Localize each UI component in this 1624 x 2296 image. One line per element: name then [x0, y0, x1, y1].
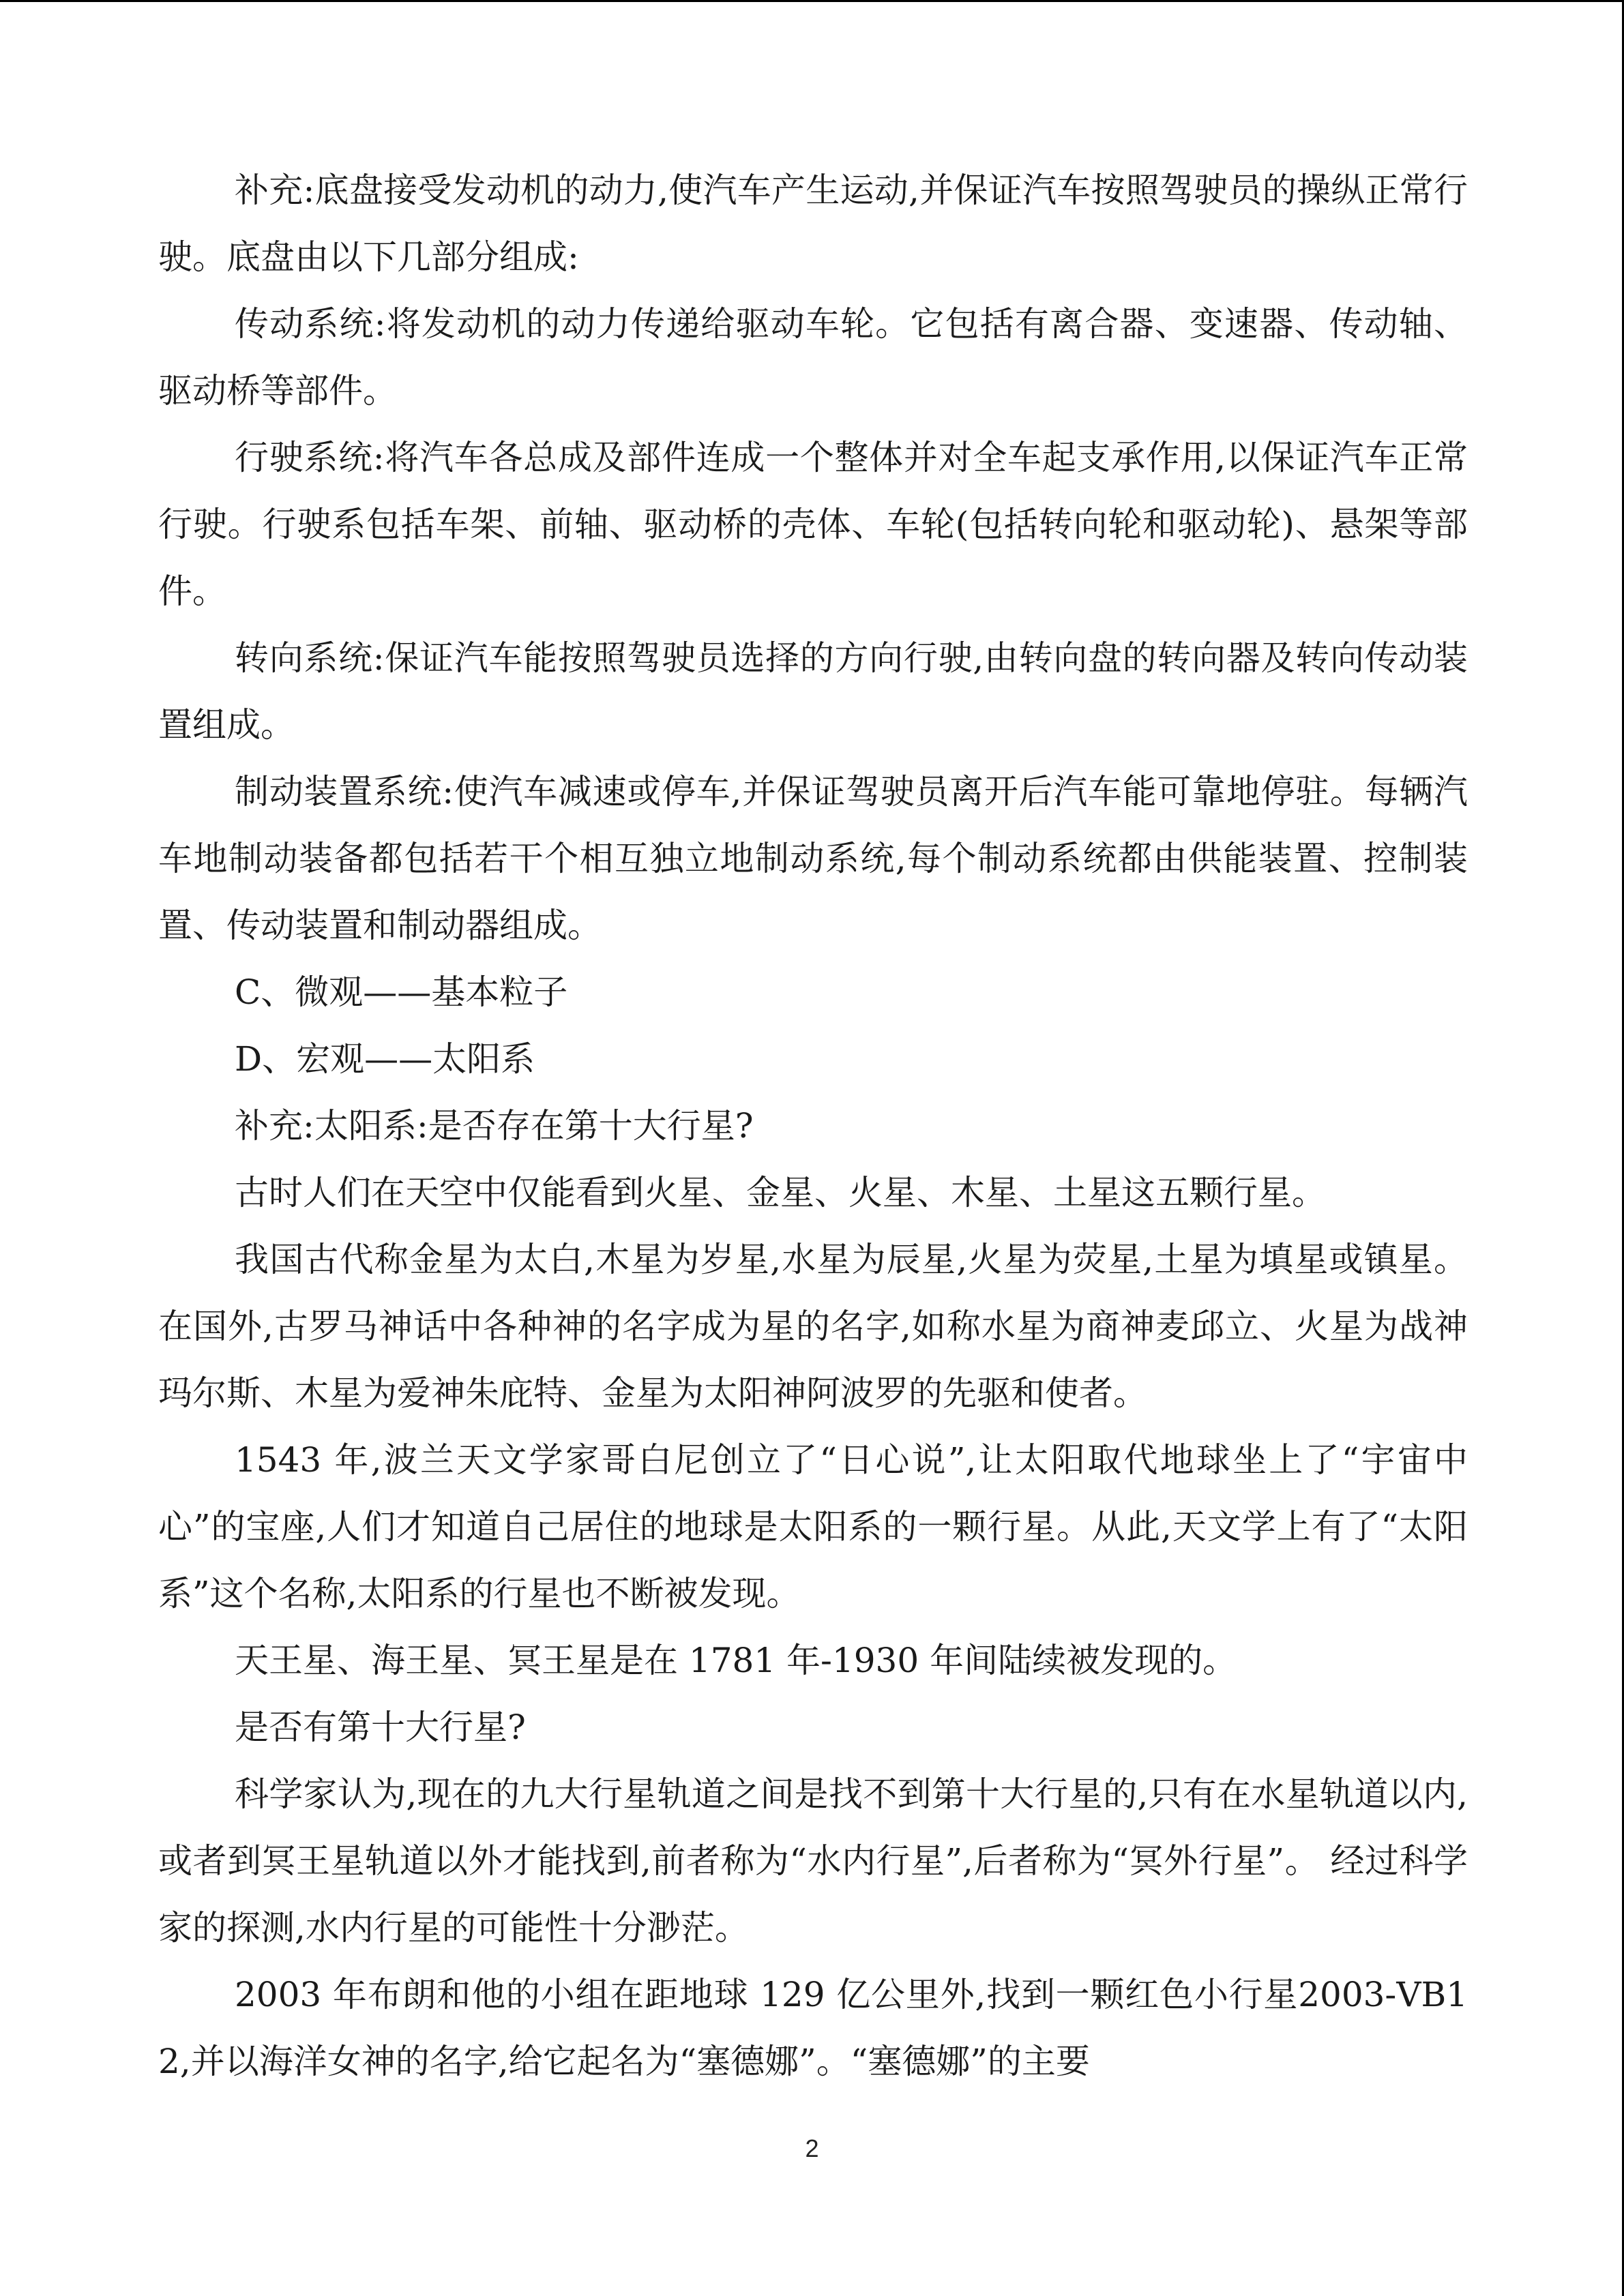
page-number: 2 — [805, 2134, 819, 2162]
page-border-top — [0, 0, 1624, 2]
paragraph-outer-planets: 天王星、海王星、冥王星是在 1781 年-1930 年间陆续被发现的。 — [235, 1641, 1237, 1680]
paragraph-option-d: D、宏观——太阳系 — [235, 1039, 535, 1079]
paragraph-running-system: 行驶系统:将汽车各总成及部件连成一个整体并对全车起支承作用,以保证汽车正常行驶。行驶系包括车架、前轴、驱动桥的壳体、车轮(包括转向轮和驱动轮)、悬架等部件。 — [158, 438, 1468, 611]
paragraph-solar-system-question: 补充:太阳系:是否存在第十大行星? — [235, 1106, 754, 1146]
paragraph-transmission-system: 传动系统:将发动机的动力传递给驱动车轮。它包括有离合器、变速器、传动轴、驱动桥等部件。 — [158, 304, 1468, 411]
paragraph-copernicus: 1543 年,波兰天文学家哥白尼创立了“日心说”,让太阳取代地球坐上了“宇宙中心”的宝座,人们才知道自己居住的地球是太阳系的一颗行星。从此,天文学上有了“太阳系”这个名称,太阳系的行星也不断被发现。 — [158, 1440, 1468, 1613]
paragraph-braking-system: 制动装置系统:使汽车减速或停车,并保证驾驶员离开后汽车能可靠地停驻。每辆汽车地制动装备都包括若干个相互独立地制动系统,每个制动系统都由供能装置、控制装置、传动装置和制动器组成。 — [158, 772, 1468, 945]
paragraph-chassis-intro: 补充:底盘接受发动机的动力,使汽车产生运动,并保证汽车按照驾驶员的操纵正常行驶。底盘由以下几部分组成: — [158, 170, 1468, 277]
document-body — [158, 157, 1468, 2095]
paragraph-tenth-planet-question: 是否有第十大行星? — [235, 1708, 526, 1747]
paragraph-sedna: 2003 年布朗和他的小组在距地球 129 亿公里外,找到一颗红色小行星2003-VB12,并以海洋女神的名字,给它起名为“塞德娜”。“塞德娜”的主要 — [158, 1975, 1468, 2081]
paragraph-steering-system: 转向系统:保证汽车能按照驾驶员选择的方向行驶,由转向盘的转向器及转向传动装置组成。 — [158, 638, 1468, 745]
paragraph-ancient-planets: 古时人们在天空中仅能看到火星、金星、火星、木星、土星这五颗行星。 — [235, 1173, 1326, 1212]
paragraph-planet-names: 我国古代称金星为太白,木星为岁星,水星为辰星,火星为荧星,土星为填星或镇星。在国外,古罗马神话中各种神的名字成为星的名字,如称水星为商神麦邱立、火星为战神玛尔斯、木星为爱神朱庇特、金星为太阳神阿波罗的先驱和使者。 — [158, 1240, 1468, 1413]
paragraph-scientists-view: 科学家认为,现在的九大行星轨道之间是找不到第十大行星的,只有在水星轨道以内,或者到冥王星轨道以外才能找到,前者称为“水内行星”,后者称为“冥外行星”。 经过科学家的探测,水内行星的可能性十分渺茫。 — [158, 1774, 1468, 1948]
paragraph-option-c: C、微观——基本粒子 — [235, 972, 568, 1012]
